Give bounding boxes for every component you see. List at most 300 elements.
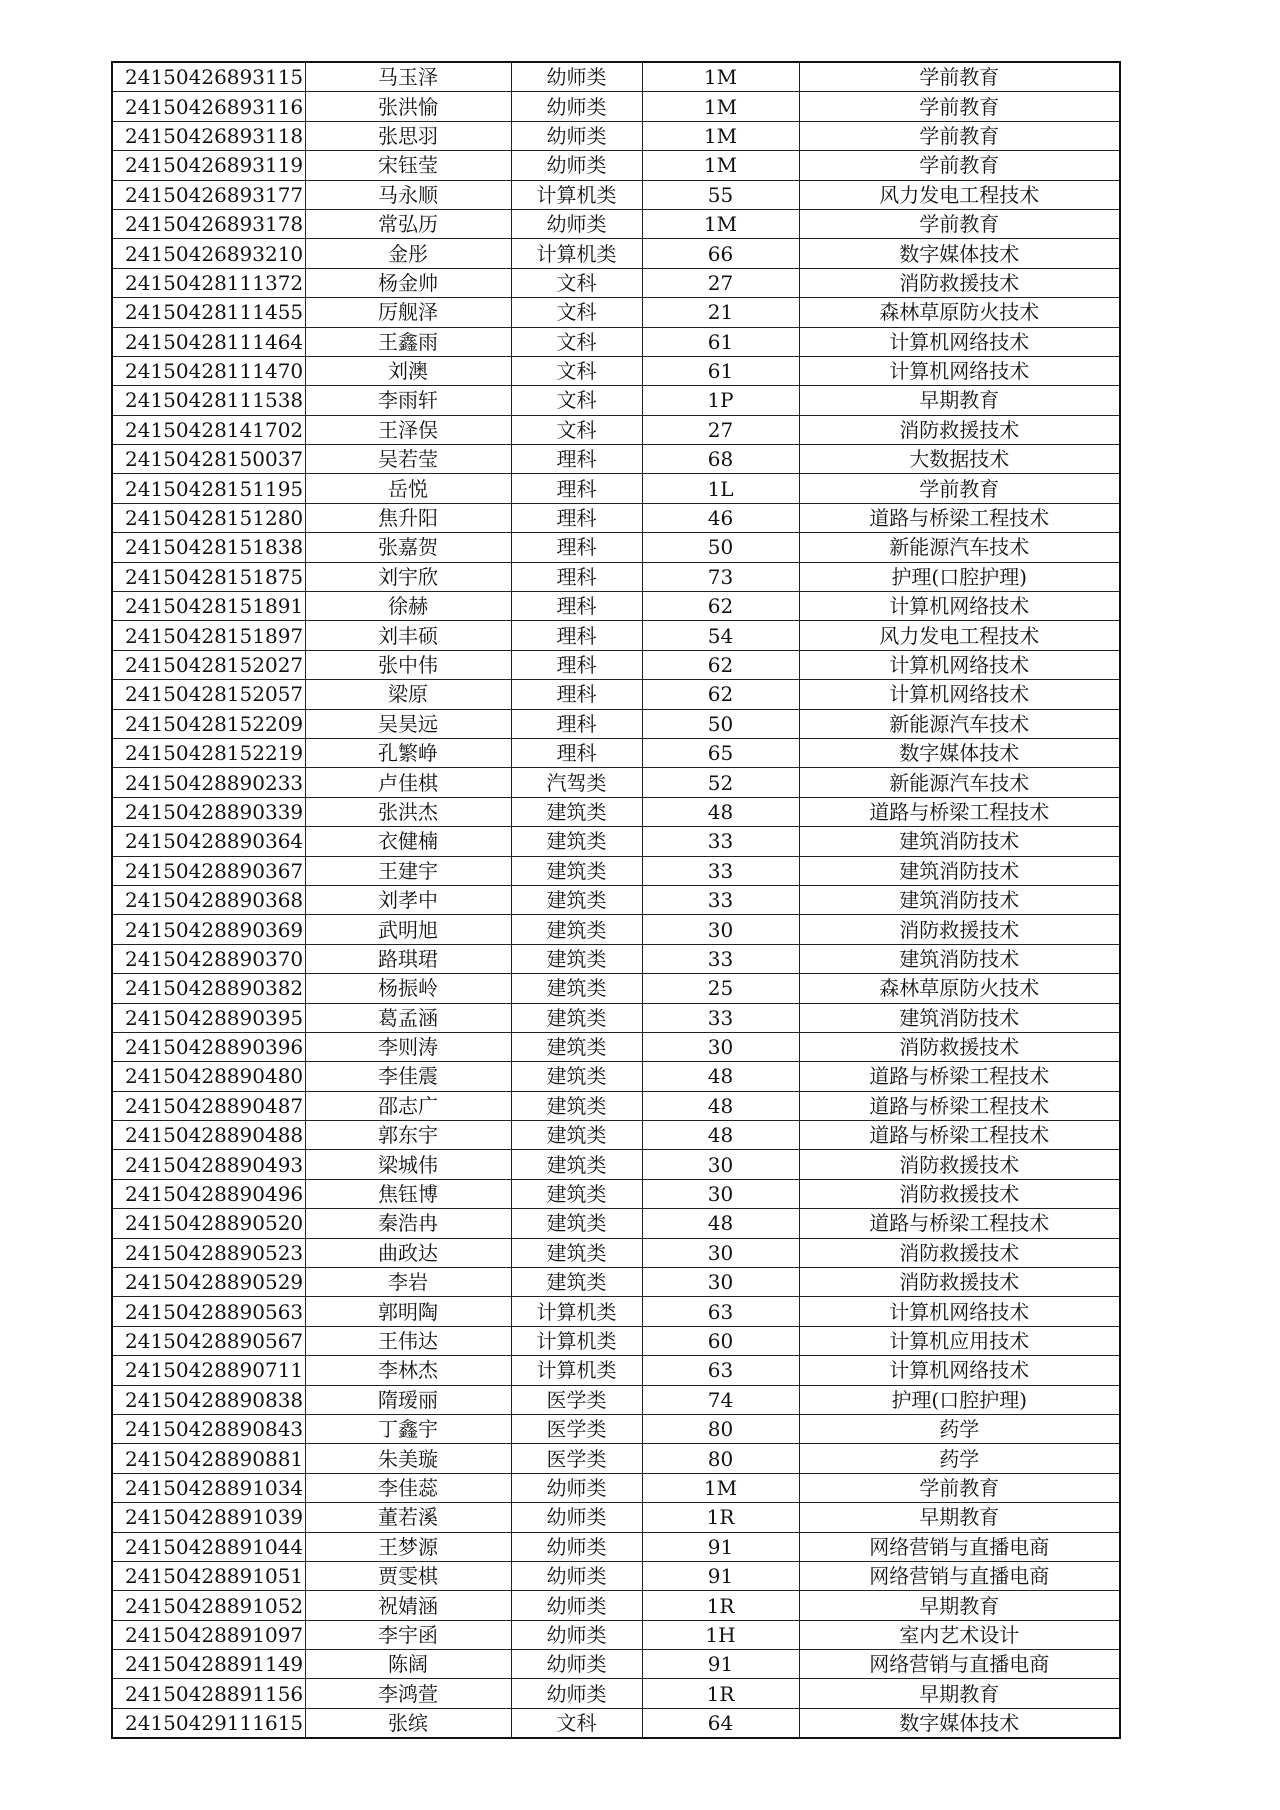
- student-name-cell: 杨金帅: [305, 268, 511, 297]
- major-name-cell: 网络营销与直播电商: [799, 1650, 1120, 1679]
- major-code-cell: 74: [642, 1385, 799, 1414]
- category-cell: 建筑类: [511, 1091, 642, 1120]
- student-name-cell: 董若溪: [305, 1503, 511, 1532]
- major-code-cell: 46: [642, 503, 799, 532]
- exam-number-cell: 24150428891051: [112, 1561, 305, 1590]
- student-name-cell: 王伟达: [305, 1326, 511, 1355]
- exam-number-cell: 24150426893119: [112, 151, 305, 180]
- category-cell: 理科: [511, 650, 642, 679]
- exam-number-cell: 24150428891052: [112, 1591, 305, 1620]
- category-cell: 建筑类: [511, 827, 642, 856]
- student-name-cell: 张嘉贺: [305, 533, 511, 562]
- table-row: [112, 386, 1120, 415]
- major-code-cell: 50: [642, 709, 799, 738]
- table-row: [112, 1268, 1120, 1297]
- exam-number-cell: 24150428150037: [112, 445, 305, 474]
- exam-number-cell: 24150428111455: [112, 298, 305, 327]
- category-cell: 理科: [511, 680, 642, 709]
- major-code-cell: 27: [642, 268, 799, 297]
- major-name-cell: 网络营销与直播电商: [799, 1561, 1120, 1590]
- student-name-cell: 衣健楠: [305, 827, 511, 856]
- major-code-cell: 91: [642, 1650, 799, 1679]
- student-name-cell: 郭明陶: [305, 1297, 511, 1326]
- student-name-cell: 李雨轩: [305, 386, 511, 415]
- table-row: [112, 709, 1120, 738]
- category-cell: 幼师类: [511, 62, 642, 92]
- category-cell: 文科: [511, 327, 642, 356]
- major-code-cell: 63: [642, 1297, 799, 1326]
- major-name-cell: 森林草原防火技术: [799, 298, 1120, 327]
- category-cell: 计算机类: [511, 239, 642, 268]
- category-cell: 建筑类: [511, 944, 642, 973]
- exam-number-cell: 24150428890487: [112, 1091, 305, 1120]
- category-cell: 建筑类: [511, 797, 642, 826]
- major-name-cell: 学前教育: [799, 121, 1120, 150]
- major-code-cell: 33: [642, 1003, 799, 1032]
- major-code-cell: 33: [642, 827, 799, 856]
- student-name-cell: 刘孝中: [305, 885, 511, 914]
- student-name-cell: 隋瑷丽: [305, 1385, 511, 1414]
- category-cell: 文科: [511, 386, 642, 415]
- major-name-cell: 道路与桥梁工程技术: [799, 1091, 1120, 1120]
- student-name-cell: 刘宇欣: [305, 562, 511, 591]
- exam-number-cell: 24150428890563: [112, 1297, 305, 1326]
- category-cell: 建筑类: [511, 1268, 642, 1297]
- category-cell: 计算机类: [511, 1356, 642, 1385]
- category-cell: 理科: [511, 592, 642, 621]
- student-name-cell: 李宇函: [305, 1620, 511, 1649]
- table-row: [112, 1121, 1120, 1150]
- exam-number-cell: 24150428890881: [112, 1444, 305, 1473]
- major-code-cell: 30: [642, 1150, 799, 1179]
- exam-number-cell: 24150428890520: [112, 1209, 305, 1238]
- table-row: [112, 356, 1120, 385]
- student-name-cell: 丁鑫宇: [305, 1414, 511, 1443]
- student-name-cell: 李佳震: [305, 1062, 511, 1091]
- exam-number-cell: 24150428890369: [112, 915, 305, 944]
- major-code-cell: 62: [642, 680, 799, 709]
- exam-number-cell: 24150426893177: [112, 180, 305, 209]
- major-name-cell: 消防救援技术: [799, 268, 1120, 297]
- major-code-cell: 1M: [642, 121, 799, 150]
- major-name-cell: 大数据技术: [799, 445, 1120, 474]
- category-cell: 幼师类: [511, 121, 642, 150]
- table-row: [112, 1679, 1120, 1708]
- major-code-cell: 62: [642, 592, 799, 621]
- exam-number-cell: 24150428152209: [112, 709, 305, 738]
- category-cell: 幼师类: [511, 92, 642, 121]
- major-name-cell: 早期教育: [799, 1679, 1120, 1708]
- exam-number-cell: 24150428890567: [112, 1326, 305, 1355]
- table-row: [112, 92, 1120, 121]
- major-code-cell: 64: [642, 1708, 799, 1738]
- category-cell: 建筑类: [511, 1209, 642, 1238]
- major-code-cell: 30: [642, 1238, 799, 1267]
- exam-number-cell: 24150426893178: [112, 209, 305, 238]
- table-row: [112, 121, 1120, 150]
- major-code-cell: 48: [642, 797, 799, 826]
- table-row: [112, 151, 1120, 180]
- exam-number-cell: 24150428890843: [112, 1414, 305, 1443]
- student-name-cell: 王建宇: [305, 856, 511, 885]
- exam-number-cell: 24150428890339: [112, 797, 305, 826]
- table-row: [112, 1238, 1120, 1267]
- major-code-cell: 25: [642, 974, 799, 1003]
- major-name-cell: 新能源汽车技术: [799, 709, 1120, 738]
- student-name-cell: 张缤: [305, 1708, 511, 1738]
- student-name-cell: 李佳蕊: [305, 1473, 511, 1502]
- table-row: [112, 621, 1120, 650]
- student-name-cell: 王鑫雨: [305, 327, 511, 356]
- category-cell: 幼师类: [511, 209, 642, 238]
- student-name-cell: 张洪杰: [305, 797, 511, 826]
- student-name-cell: 王泽俣: [305, 415, 511, 444]
- major-code-cell: 63: [642, 1356, 799, 1385]
- major-name-cell: 建筑消防技术: [799, 856, 1120, 885]
- table-row: [112, 1356, 1120, 1385]
- exam-number-cell: 24150426893116: [112, 92, 305, 121]
- major-name-cell: 计算机应用技术: [799, 1326, 1120, 1355]
- major-name-cell: 消防救援技术: [799, 415, 1120, 444]
- table-row: [112, 533, 1120, 562]
- exam-number-cell: 24150426893118: [112, 121, 305, 150]
- student-name-cell: 王梦源: [305, 1532, 511, 1561]
- exam-number-cell: 24150428152027: [112, 650, 305, 679]
- major-name-cell: 药学: [799, 1444, 1120, 1473]
- exam-number-cell: 24150428890368: [112, 885, 305, 914]
- student-name-cell: 杨振岭: [305, 974, 511, 1003]
- student-name-cell: 焦升阳: [305, 503, 511, 532]
- major-name-cell: 建筑消防技术: [799, 1003, 1120, 1032]
- exam-number-cell: 24150428891156: [112, 1679, 305, 1708]
- table-row: [112, 885, 1120, 914]
- major-code-cell: 1M: [642, 92, 799, 121]
- exam-number-cell: 24150428890367: [112, 856, 305, 885]
- table-body: [112, 62, 1120, 1738]
- table-row: [112, 268, 1120, 297]
- student-name-cell: 陈阔: [305, 1650, 511, 1679]
- major-name-cell: 计算机网络技术: [799, 1297, 1120, 1326]
- major-name-cell: 新能源汽车技术: [799, 768, 1120, 797]
- student-name-cell: 曲政达: [305, 1238, 511, 1267]
- student-name-cell: 朱美璇: [305, 1444, 511, 1473]
- category-cell: 建筑类: [511, 1150, 642, 1179]
- major-code-cell: 50: [642, 533, 799, 562]
- table-row: [112, 1473, 1120, 1502]
- major-code-cell: 55: [642, 180, 799, 209]
- major-code-cell: 33: [642, 944, 799, 973]
- table-row: [112, 915, 1120, 944]
- table-row: [112, 827, 1120, 856]
- table-row: [112, 474, 1120, 503]
- category-cell: 理科: [511, 503, 642, 532]
- major-name-cell: 消防救援技术: [799, 1268, 1120, 1297]
- major-code-cell: 66: [642, 239, 799, 268]
- exam-number-cell: 24150428890480: [112, 1062, 305, 1091]
- student-name-cell: 卢佳棋: [305, 768, 511, 797]
- major-code-cell: 1M: [642, 62, 799, 92]
- table-row: [112, 1032, 1120, 1061]
- major-name-cell: 消防救援技术: [799, 1032, 1120, 1061]
- exam-number-cell: 24150426893210: [112, 239, 305, 268]
- category-cell: 理科: [511, 709, 642, 738]
- student-name-cell: 李岩: [305, 1268, 511, 1297]
- exam-number-cell: 24150428111538: [112, 386, 305, 415]
- table-row: [112, 1414, 1120, 1443]
- table-row: [112, 1591, 1120, 1620]
- table-row: [112, 1326, 1120, 1355]
- major-name-cell: 早期教育: [799, 1503, 1120, 1532]
- exam-number-cell: 24150428890382: [112, 974, 305, 1003]
- major-name-cell: 计算机网络技术: [799, 680, 1120, 709]
- major-name-cell: 道路与桥梁工程技术: [799, 1062, 1120, 1091]
- category-cell: 建筑类: [511, 1121, 642, 1150]
- category-cell: 文科: [511, 1708, 642, 1738]
- exam-number-cell: 24150426893115: [112, 62, 305, 92]
- student-name-cell: 贾雯棋: [305, 1561, 511, 1590]
- category-cell: 计算机类: [511, 1297, 642, 1326]
- student-name-cell: 武明旭: [305, 915, 511, 944]
- exam-number-cell: 24150428890364: [112, 827, 305, 856]
- category-cell: 计算机类: [511, 180, 642, 209]
- major-name-cell: 计算机网络技术: [799, 356, 1120, 385]
- student-name-cell: 吴若莹: [305, 445, 511, 474]
- table-row: [112, 856, 1120, 885]
- category-cell: 理科: [511, 474, 642, 503]
- table-row: [112, 1179, 1120, 1208]
- major-code-cell: 1H: [642, 1620, 799, 1649]
- major-code-cell: 48: [642, 1091, 799, 1120]
- student-name-cell: 梁城伟: [305, 1150, 511, 1179]
- exam-number-cell: 24150428111372: [112, 268, 305, 297]
- major-name-cell: 新能源汽车技术: [799, 533, 1120, 562]
- category-cell: 幼师类: [511, 1591, 642, 1620]
- table-row: [112, 1708, 1120, 1738]
- major-name-cell: 护理(口腔护理): [799, 562, 1120, 591]
- major-code-cell: 48: [642, 1062, 799, 1091]
- table-row: [112, 239, 1120, 268]
- major-name-cell: 学前教育: [799, 209, 1120, 238]
- exam-number-cell: 24150428891149: [112, 1650, 305, 1679]
- major-name-cell: 学前教育: [799, 474, 1120, 503]
- major-code-cell: 73: [642, 562, 799, 591]
- table-row: [112, 503, 1120, 532]
- category-cell: 理科: [511, 445, 642, 474]
- exam-number-cell: 24150428152057: [112, 680, 305, 709]
- major-name-cell: 道路与桥梁工程技术: [799, 1121, 1120, 1150]
- exam-number-cell: 24150428890523: [112, 1238, 305, 1267]
- table-row: [112, 650, 1120, 679]
- major-code-cell: 1R: [642, 1679, 799, 1708]
- student-name-cell: 郭东宇: [305, 1121, 511, 1150]
- table-row: [112, 680, 1120, 709]
- category-cell: 建筑类: [511, 1003, 642, 1032]
- table-row: [112, 1620, 1120, 1649]
- exam-number-cell: 24150428151195: [112, 474, 305, 503]
- major-name-cell: 网络营销与直播电商: [799, 1532, 1120, 1561]
- category-cell: 医学类: [511, 1444, 642, 1473]
- exam-number-cell: 24150428891034: [112, 1473, 305, 1502]
- exam-number-cell: 24150429111615: [112, 1708, 305, 1738]
- table-row: [112, 562, 1120, 591]
- exam-number-cell: 24150428891039: [112, 1503, 305, 1532]
- major-code-cell: 30: [642, 1032, 799, 1061]
- category-cell: 建筑类: [511, 885, 642, 914]
- major-code-cell: 62: [642, 650, 799, 679]
- student-name-cell: 岳悦: [305, 474, 511, 503]
- category-cell: 文科: [511, 268, 642, 297]
- major-code-cell: 1R: [642, 1591, 799, 1620]
- major-code-cell: 91: [642, 1532, 799, 1561]
- major-name-cell: 道路与桥梁工程技术: [799, 503, 1120, 532]
- student-name-cell: 张思羽: [305, 121, 511, 150]
- student-name-cell: 邵志广: [305, 1091, 511, 1120]
- student-name-cell: 金彤: [305, 239, 511, 268]
- exam-number-cell: 24150428151838: [112, 533, 305, 562]
- category-cell: 幼师类: [511, 1620, 642, 1649]
- table-row: [112, 1503, 1120, 1532]
- student-name-cell: 刘澳: [305, 356, 511, 385]
- category-cell: 汽驾类: [511, 768, 642, 797]
- table-row: [112, 1561, 1120, 1590]
- student-name-cell: 吴昊远: [305, 709, 511, 738]
- student-name-cell: 刘丰硕: [305, 621, 511, 650]
- exam-number-cell: 24150428111470: [112, 356, 305, 385]
- major-code-cell: 30: [642, 1268, 799, 1297]
- major-name-cell: 计算机网络技术: [799, 592, 1120, 621]
- exam-number-cell: 24150428151891: [112, 592, 305, 621]
- major-name-cell: 学前教育: [799, 92, 1120, 121]
- table-row: [112, 415, 1120, 444]
- student-name-cell: 路琪珺: [305, 944, 511, 973]
- student-name-cell: 宋钰莹: [305, 151, 511, 180]
- major-name-cell: 数字媒体技术: [799, 239, 1120, 268]
- category-cell: 幼师类: [511, 1650, 642, 1679]
- major-name-cell: 计算机网络技术: [799, 327, 1120, 356]
- major-code-cell: 91: [642, 1561, 799, 1590]
- category-cell: 建筑类: [511, 915, 642, 944]
- table-row: [112, 209, 1120, 238]
- major-code-cell: 65: [642, 738, 799, 767]
- major-code-cell: 33: [642, 856, 799, 885]
- category-cell: 文科: [511, 415, 642, 444]
- category-cell: 计算机类: [511, 1326, 642, 1355]
- category-cell: 建筑类: [511, 1032, 642, 1061]
- major-code-cell: 1M: [642, 151, 799, 180]
- table-row: [112, 944, 1120, 973]
- table-row: [112, 1444, 1120, 1473]
- major-name-cell: 计算机网络技术: [799, 650, 1120, 679]
- table-row: [112, 298, 1120, 327]
- student-name-cell: 厉舰泽: [305, 298, 511, 327]
- student-name-cell: 马永顺: [305, 180, 511, 209]
- student-name-cell: 徐赫: [305, 592, 511, 621]
- category-cell: 建筑类: [511, 1238, 642, 1267]
- major-name-cell: 学前教育: [799, 151, 1120, 180]
- major-name-cell: 室内艺术设计: [799, 1620, 1120, 1649]
- major-name-cell: 早期教育: [799, 1591, 1120, 1620]
- category-cell: 幼师类: [511, 1561, 642, 1590]
- student-name-cell: 李鸿萱: [305, 1679, 511, 1708]
- student-name-cell: 葛孟涵: [305, 1003, 511, 1032]
- table-row: [112, 1650, 1120, 1679]
- major-name-cell: 建筑消防技术: [799, 885, 1120, 914]
- major-code-cell: 48: [642, 1121, 799, 1150]
- major-name-cell: 数字媒体技术: [799, 1708, 1120, 1738]
- admission-table: [111, 61, 1121, 1739]
- major-code-cell: 1M: [642, 1473, 799, 1502]
- major-code-cell: 61: [642, 356, 799, 385]
- major-name-cell: 学前教育: [799, 62, 1120, 92]
- table-row: [112, 1297, 1120, 1326]
- table-row: [112, 180, 1120, 209]
- major-code-cell: 48: [642, 1209, 799, 1238]
- category-cell: 幼师类: [511, 1679, 642, 1708]
- student-name-cell: 张中伟: [305, 650, 511, 679]
- table-row: [112, 1091, 1120, 1120]
- exam-number-cell: 24150428151897: [112, 621, 305, 650]
- exam-number-cell: 24150428141702: [112, 415, 305, 444]
- major-code-cell: 1R: [642, 1503, 799, 1532]
- major-code-cell: 61: [642, 327, 799, 356]
- exam-number-cell: 24150428890529: [112, 1268, 305, 1297]
- major-name-cell: 早期教育: [799, 386, 1120, 415]
- category-cell: 医学类: [511, 1385, 642, 1414]
- major-code-cell: 1P: [642, 386, 799, 415]
- major-code-cell: 68: [642, 445, 799, 474]
- category-cell: 理科: [511, 562, 642, 591]
- category-cell: 建筑类: [511, 974, 642, 1003]
- major-code-cell: 27: [642, 415, 799, 444]
- exam-number-cell: 24150428890711: [112, 1356, 305, 1385]
- exam-number-cell: 24150428151875: [112, 562, 305, 591]
- category-cell: 幼师类: [511, 1532, 642, 1561]
- major-name-cell: 消防救援技术: [799, 1179, 1120, 1208]
- student-name-cell: 李则涛: [305, 1032, 511, 1061]
- major-code-cell: 80: [642, 1444, 799, 1473]
- major-name-cell: 消防救援技术: [799, 915, 1120, 944]
- exam-number-cell: 24150428151280: [112, 503, 305, 532]
- student-name-cell: 李林杰: [305, 1356, 511, 1385]
- major-name-cell: 建筑消防技术: [799, 827, 1120, 856]
- major-name-cell: 道路与桥梁工程技术: [799, 1209, 1120, 1238]
- exam-number-cell: 24150428890496: [112, 1179, 305, 1208]
- student-name-cell: 张洪愉: [305, 92, 511, 121]
- table-row: [112, 768, 1120, 797]
- exam-number-cell: 24150428890370: [112, 944, 305, 973]
- category-cell: 幼师类: [511, 151, 642, 180]
- student-name-cell: 秦浩冉: [305, 1209, 511, 1238]
- table-row: [112, 797, 1120, 826]
- exam-number-cell: 24150428111464: [112, 327, 305, 356]
- major-name-cell: 药学: [799, 1414, 1120, 1443]
- category-cell: 理科: [511, 738, 642, 767]
- major-code-cell: 30: [642, 1179, 799, 1208]
- major-name-cell: 计算机网络技术: [799, 1356, 1120, 1385]
- major-name-cell: 建筑消防技术: [799, 944, 1120, 973]
- category-cell: 文科: [511, 298, 642, 327]
- exam-number-cell: 24150428890395: [112, 1003, 305, 1032]
- major-code-cell: 80: [642, 1414, 799, 1443]
- category-cell: 幼师类: [511, 1503, 642, 1532]
- major-code-cell: 30: [642, 915, 799, 944]
- major-code-cell: 54: [642, 621, 799, 650]
- student-name-cell: 孔繁峥: [305, 738, 511, 767]
- category-cell: 理科: [511, 533, 642, 562]
- category-cell: 医学类: [511, 1414, 642, 1443]
- major-code-cell: 60: [642, 1326, 799, 1355]
- student-name-cell: 常弘历: [305, 209, 511, 238]
